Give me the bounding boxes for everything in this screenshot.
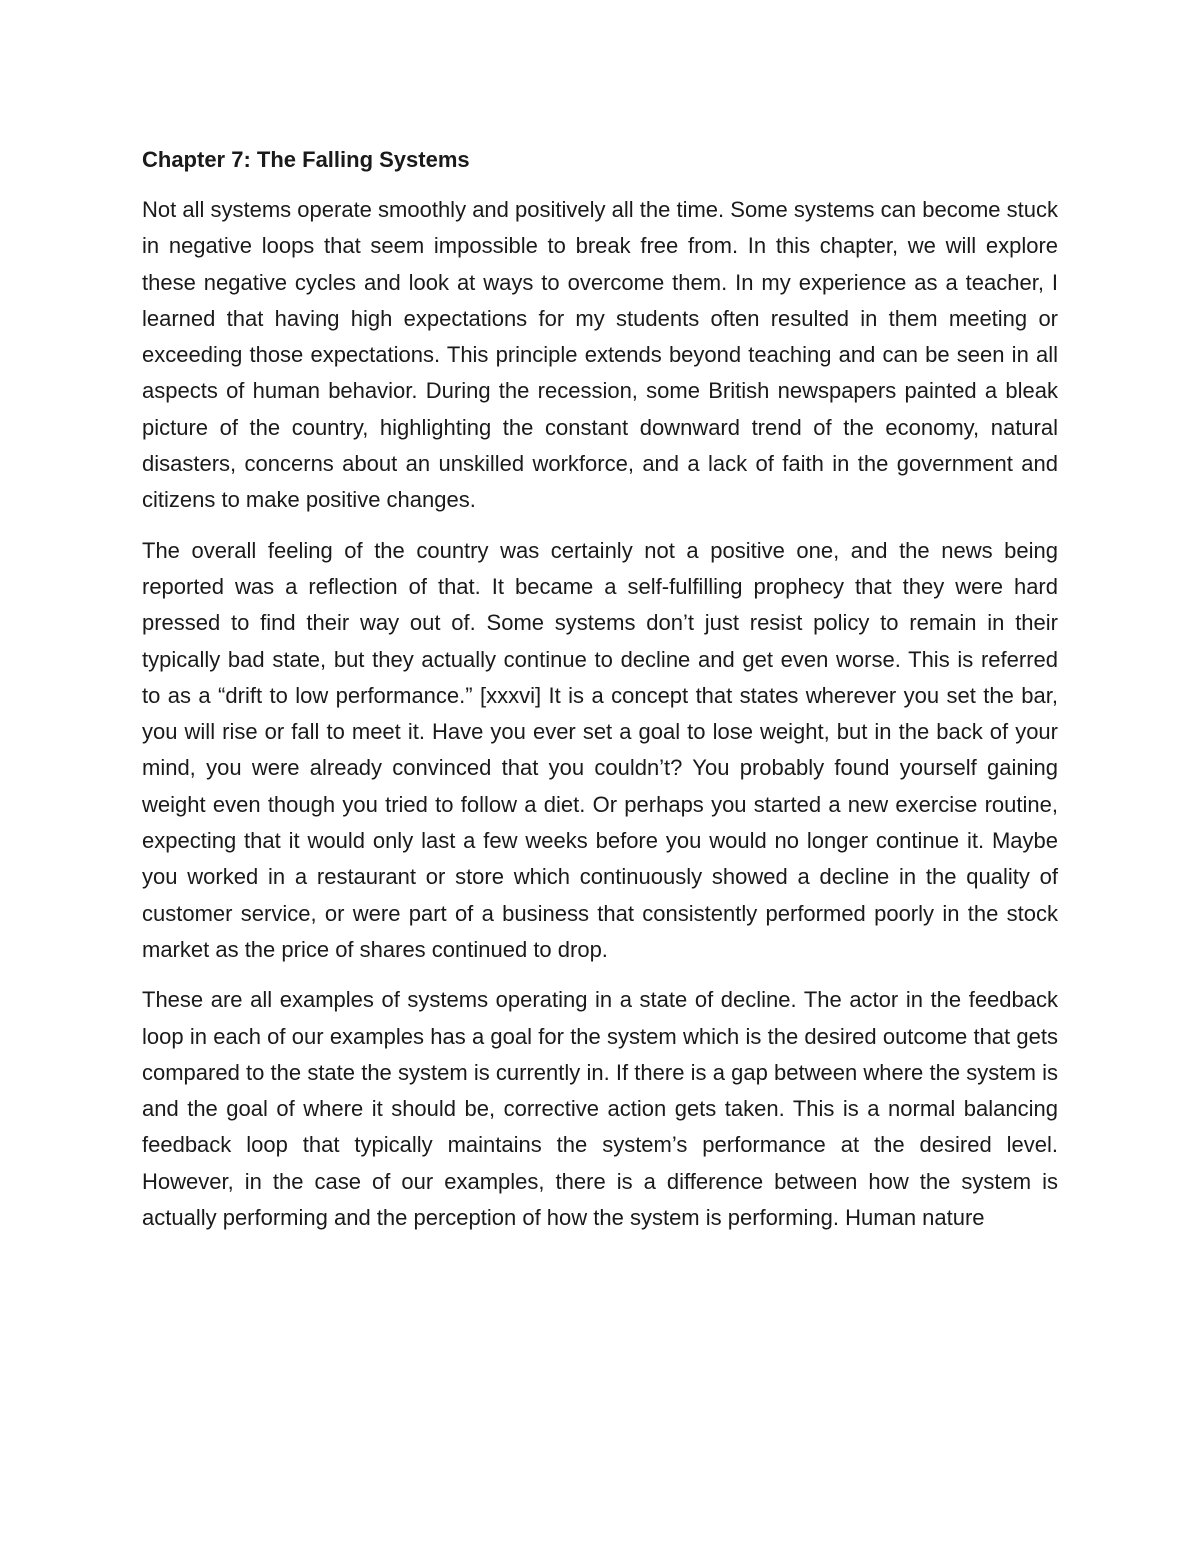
chapter-title: Chapter 7: The Falling Systems [142, 147, 470, 172]
paragraph-3: These are all examples of systems operating in a state of decline. The actor in the feedback loop in each of our examples has a goal for the system which is the desired outcome that gets compared to the state the system is currently in. If there is a gap between where the system is and the goal of where it should be, corrective action gets taken. This is a normal balancing feedback loop that typically maintains the system’s performance at the desired level. However, in the case of our examples, there is a difference between how the system is actually performing and the perception of how the system is performing. Human nature [142, 987, 1058, 1231]
paragraph-1: Not all systems operate smoothly and positively all the time. Some systems can become stuck in negative loops that seem impossible to break free from. In this chapter, we will explore these negative cycles and look at ways to overcome them. In my experience as a teacher, I learned that having high expectations for my students often resulted in them meeting or exceeding those expectations. This principle extends beyond teaching and can be seen in all aspects of human behavior. During the recession, some British newspapers painted a bleak picture of the country, highlighting the constant downward trend of the economy, natural disasters, concerns about an unskilled workforce, and a lack of faith in the government and citizens to make positive changes. [142, 197, 1058, 513]
page-content [142, 142, 1058, 1250]
paragraph-2: The overall feeling of the country was certainly not a positive one, and the news being reported was a reflection of that. It became a self-fulfilling prophecy that they were hard pressed to find their way out of. Some systems don’t just resist policy to remain in their typically bad state, but they actually continue to decline and get even worse. This is referred to as a “drift to low performance.” [xxxvi] It is a concept that states wherever you set the bar, you will rise or fall to meet it. Have you ever set a goal to lose weight, but in the back of your mind, you were already convinced that you couldn’t? You probably found yourself gaining weight even though you tried to follow a diet. Or perhaps you started a new exercise routine, expecting that it would only last a few weeks before you would no longer continue it. Maybe you worked in a restaurant or store which continuously showed a decline in the quality of customer service, or were part of a business that consistently performed poorly in the stock market as the price of shares continued to drop. [142, 537, 1058, 962]
